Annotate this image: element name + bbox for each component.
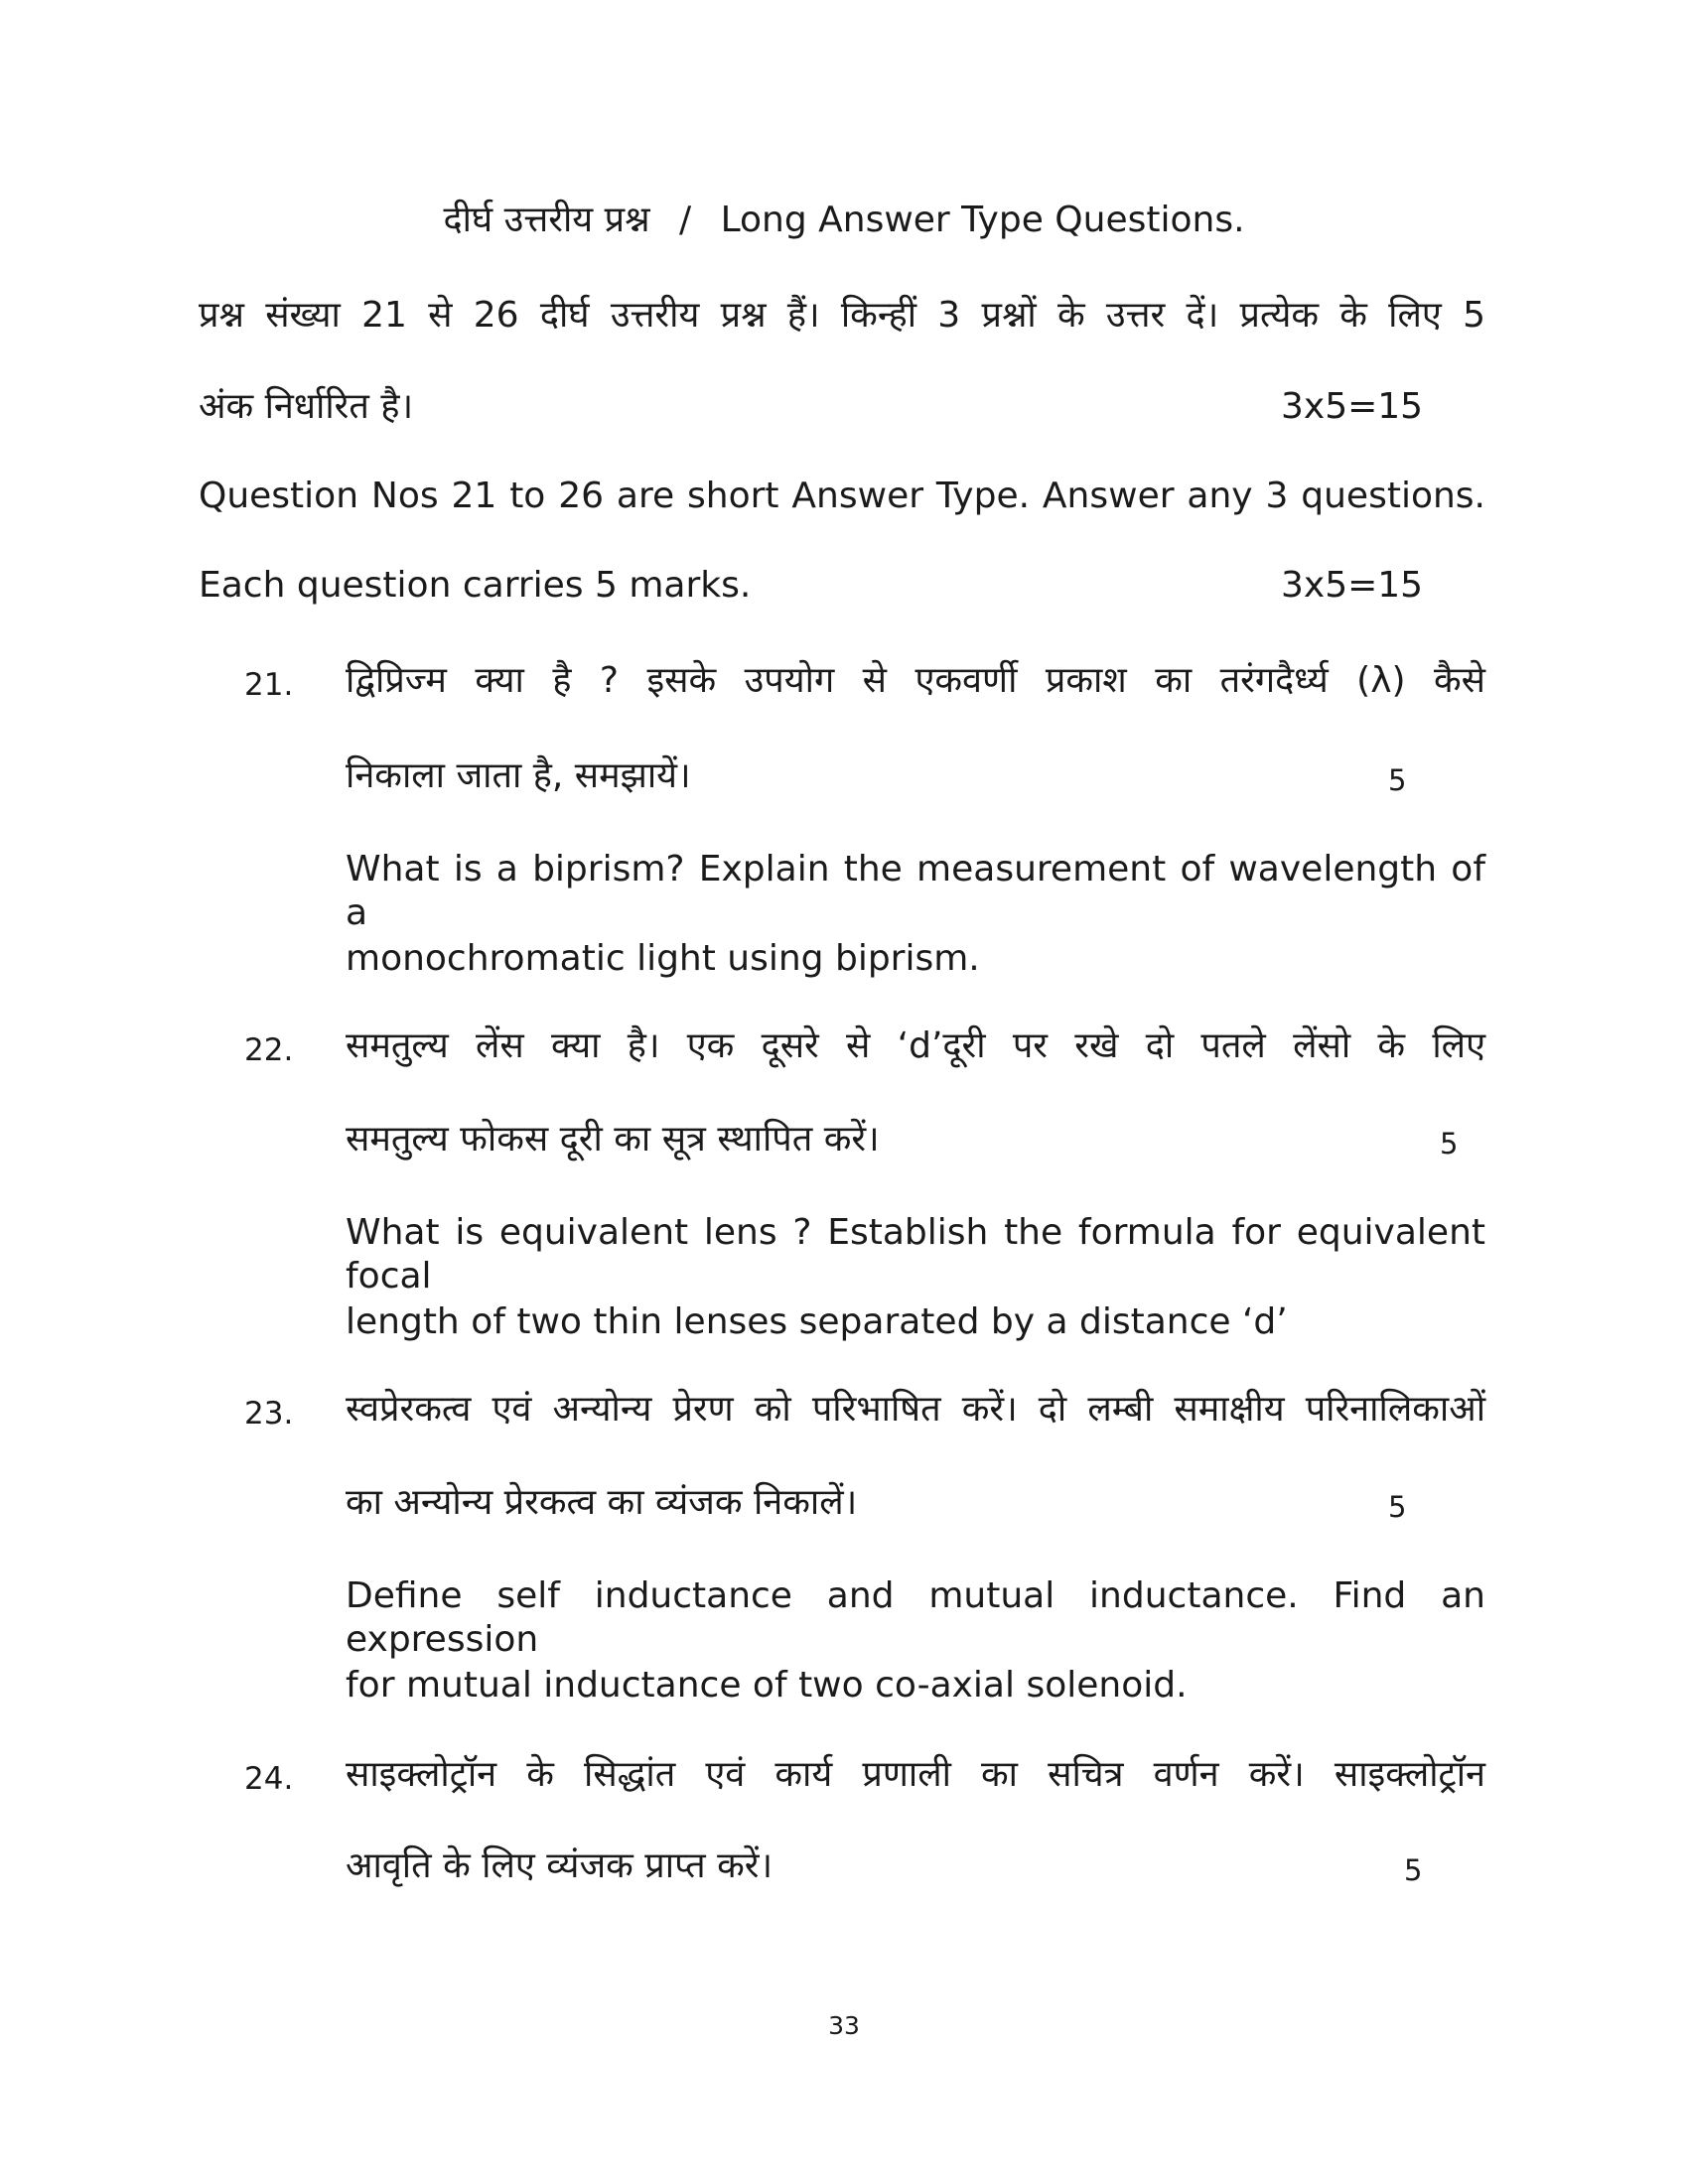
question-english-line2: monochromatic light using biprism. xyxy=(346,938,980,979)
question-hindi-line2: निकाला जाता है, समझायें। xyxy=(346,755,691,796)
question-number: 24. xyxy=(244,1761,294,1797)
question-marks: 5 xyxy=(1388,763,1407,797)
heading-english: Long Answer Type Questions. xyxy=(720,200,1245,240)
question-marks: 5 xyxy=(1440,1127,1459,1160)
section-heading xyxy=(0,199,1688,242)
question-english-line2: for mutual inductance of two co-axial solenoid. xyxy=(346,1665,1188,1706)
question-english-line1: What is equivalent lens ? Establish the formula for equivalent focal xyxy=(346,1212,1485,1297)
heading-separator: / xyxy=(678,200,692,240)
question-hindi-line1: साइक्लोट्रॉन के सिद्धांत एवं कार्य प्रणाली का सचित्र वर्णन करें। साइक्लोट्रॉन xyxy=(346,1754,1485,1795)
question-hindi-line1: द्विप्रिज्म क्या है ? इसके उपयोग से एकवर्णी प्रकाश का तरंगदैर्ध्य (λ) कैसे xyxy=(346,660,1485,701)
question-marks: 5 xyxy=(1404,1853,1423,1887)
question-english-line1: What is a biprism? Explain the measurement of wavelength of a xyxy=(346,849,1485,933)
question-number: 22. xyxy=(244,1032,294,1068)
question-hindi-line2: आवृति के लिए व्यंजक प्राप्त करें। xyxy=(346,1845,774,1886)
question-number: 21. xyxy=(244,667,294,703)
heading-hindi: दीर्घ उत्तरीय प्रश्न xyxy=(443,200,650,240)
intro-hindi-line2: अंक निर्धारित है। xyxy=(199,386,414,427)
question-english-line1: Define self inductance and mutual inductance. Find an expression xyxy=(346,1575,1485,1660)
intro-hindi-line1: प्रश्न संख्या 21 से 26 दीर्घ उत्तरीय प्रश्न हैं। किन्हीं 3 प्रश्नों के उत्तर दें। प्रत्येक के लिए 5 xyxy=(199,295,1485,336)
question-marks: 5 xyxy=(1388,1490,1407,1524)
question-hindi-line2: समतुल्य फोकस दूरी का सूत्र स्थापित करें। xyxy=(346,1119,880,1160)
question-hindi-line2: का अन्योन्य प्रेरकत्व का व्यंजक निकालें। xyxy=(346,1482,858,1523)
intro-english-marks: 3x5=15 xyxy=(1281,565,1424,606)
question-hindi-line1: समतुल्य लेंस क्या है। एक दूसरे से ‘d’दूरी पर रखे दो पतले लेंसो के लिए xyxy=(346,1025,1485,1066)
question-number: 23. xyxy=(244,1396,294,1432)
intro-english-line2: Each question carries 5 marks. xyxy=(199,565,752,606)
page-number: 33 xyxy=(828,2011,860,2040)
intro-english-line1: Question Nos 21 to 26 are short Answer Type. Answer any 3 questions. xyxy=(199,476,1485,516)
question-hindi-line1: स्वप्रेरकत्व एवं अन्योन्य प्रेरण को परिभाषित करें। दो लम्बी समाक्षीय परिनालिकाओं xyxy=(346,1389,1485,1430)
question-english-line2: length of two thin lenses separated by a distance ‘d’ xyxy=(346,1301,1288,1342)
intro-hindi-marks: 3x5=15 xyxy=(1281,386,1424,427)
